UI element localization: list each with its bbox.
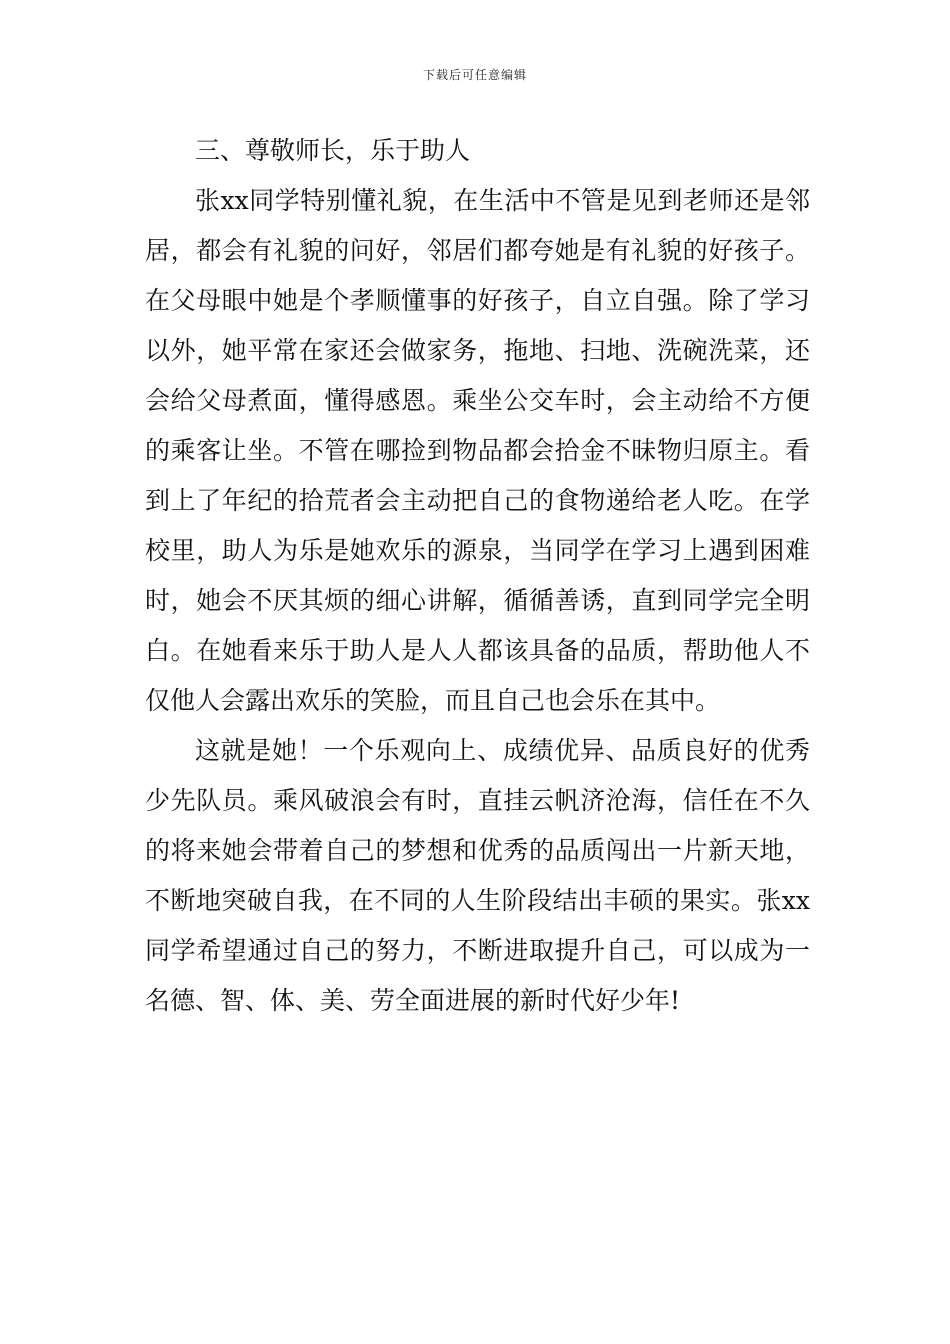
paragraph-2: 这就是她！一个乐观向上、成绩优异、品质良好的优秀少先队员。乘风破浪会有时，直挂云帆济沧海，信任在不久的将来她会带着自己的梦想和优秀的品质闯出一片新天地，不断地突破自我，在不同的人生阶段结出丰硕的果实。张xx同学希望通过自己的努力，不断进取提升自己，可以成为一名德、智、体、美、劳全面进展的新时代好少年! bbox=[145, 736, 810, 1015]
document-body bbox=[145, 126, 810, 1026]
page-header: 下载后可任意编辑 bbox=[422, 68, 527, 82]
paragraph-1: 张xx同学特别懂礼貌，在生活中不管是见到老师还是邻居，都会有礼貌的问好，邻居们都夸她是有礼貌的好孩子。在父母眼中她是个孝顺懂事的好孩子，自立自强。除了学习以外，她平常在家还会做家务，拖地、扫地、洗碗洗菜，还会给父母煮面，懂得感恩。乘坐公交车时，会主动给不方便的乘客让坐。不管在哪捡到物品都会拾金不昧物归原主。看到上了年纪的拾荒者会主动把自己的食物递给老人吃。在学校里，助人为乐是她欢乐的源泉，当同学在学习上遇到困难时，她会不厌其烦的细心讲解，循循善诱，直到同学完全明白。在她看来乐于助人是人人都该具备的品质，帮助他人不仅他人会露出欢乐的笑脸，而且自己也会乐在其中。 bbox=[145, 186, 810, 715]
section-heading: 三、尊敬师长，乐于助人 bbox=[195, 136, 471, 165]
